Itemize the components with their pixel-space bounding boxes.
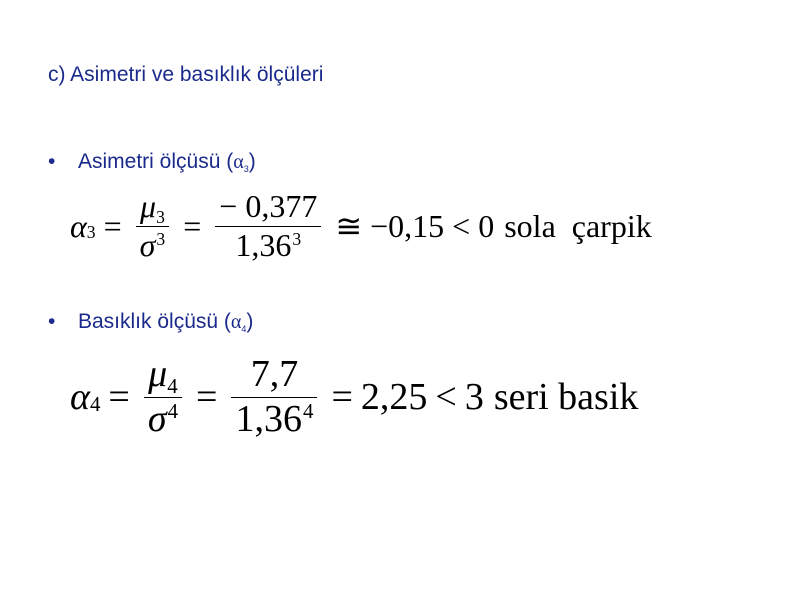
alpha-subscript: 4 xyxy=(241,324,247,334)
conclusion-text: seri basik xyxy=(493,376,639,419)
conclusion-text: sola çarpik xyxy=(504,207,652,244)
equals-sign: = xyxy=(108,376,130,419)
formula-lhs-sub: 3 xyxy=(86,221,96,242)
equals-sign: = xyxy=(103,207,122,244)
bullet-dot: • xyxy=(48,150,56,173)
compare-value: 0 xyxy=(478,207,495,244)
denominator-superscript: 4 xyxy=(302,399,314,424)
less-than-sign: < xyxy=(452,207,471,244)
bullet-kurtosis xyxy=(48,310,253,334)
bullet-dot: • xyxy=(48,310,56,333)
sigma-symbol: σ xyxy=(139,226,156,263)
fraction-denominator: 1,36 xyxy=(235,226,292,263)
mu-sigma-fraction xyxy=(136,190,170,262)
formula-result: −0,15 xyxy=(370,207,445,244)
formula-result: 2,25 xyxy=(360,376,428,419)
mu-subscript: 4 xyxy=(167,374,178,399)
alpha-subscript: 3 xyxy=(243,164,249,174)
denominator-superscript: 3 xyxy=(292,229,302,250)
formula-lhs-sub: 4 xyxy=(89,392,101,417)
slide-heading: c) Asimetri ve basıklık ölçüleri xyxy=(48,63,324,86)
less-than-sign: < xyxy=(435,376,457,419)
numeric-fraction xyxy=(215,190,321,262)
formula-lhs: α xyxy=(70,207,87,244)
compare-value: 3 xyxy=(464,376,484,419)
equals-sign: = xyxy=(331,376,353,419)
formula-lhs: α xyxy=(70,376,90,419)
mu-sigma-fraction xyxy=(144,355,182,440)
mu-symbol: μ xyxy=(140,188,157,224)
approx-sign: ≅ xyxy=(335,208,363,245)
asymmetry-formula xyxy=(70,190,652,262)
equals-sign: = xyxy=(183,207,202,244)
bullet-label: Basıklık ölçüsü ( xyxy=(78,310,231,333)
bullet-label: Asimetri ölçüsü ( xyxy=(78,150,234,173)
numeric-fraction xyxy=(231,355,317,440)
alpha-symbol: α xyxy=(233,151,244,173)
fraction-numerator: − 0,377 xyxy=(219,188,318,224)
fraction-denominator: 1,36 xyxy=(235,397,302,440)
equals-sign: = xyxy=(196,376,218,419)
mu-symbol: μ xyxy=(148,353,168,395)
bullet-asymmetry xyxy=(48,150,256,174)
bullet-close: ) xyxy=(248,150,256,173)
sigma-superscript: 4 xyxy=(167,399,179,424)
kurtosis-formula xyxy=(70,355,638,440)
alpha-symbol: α xyxy=(230,311,242,333)
sigma-superscript: 3 xyxy=(156,229,166,250)
bullet-close: ) xyxy=(246,310,254,333)
sigma-symbol: σ xyxy=(147,397,167,440)
mu-subscript: 3 xyxy=(156,207,165,228)
fraction-numerator: 7,7 xyxy=(250,353,299,395)
